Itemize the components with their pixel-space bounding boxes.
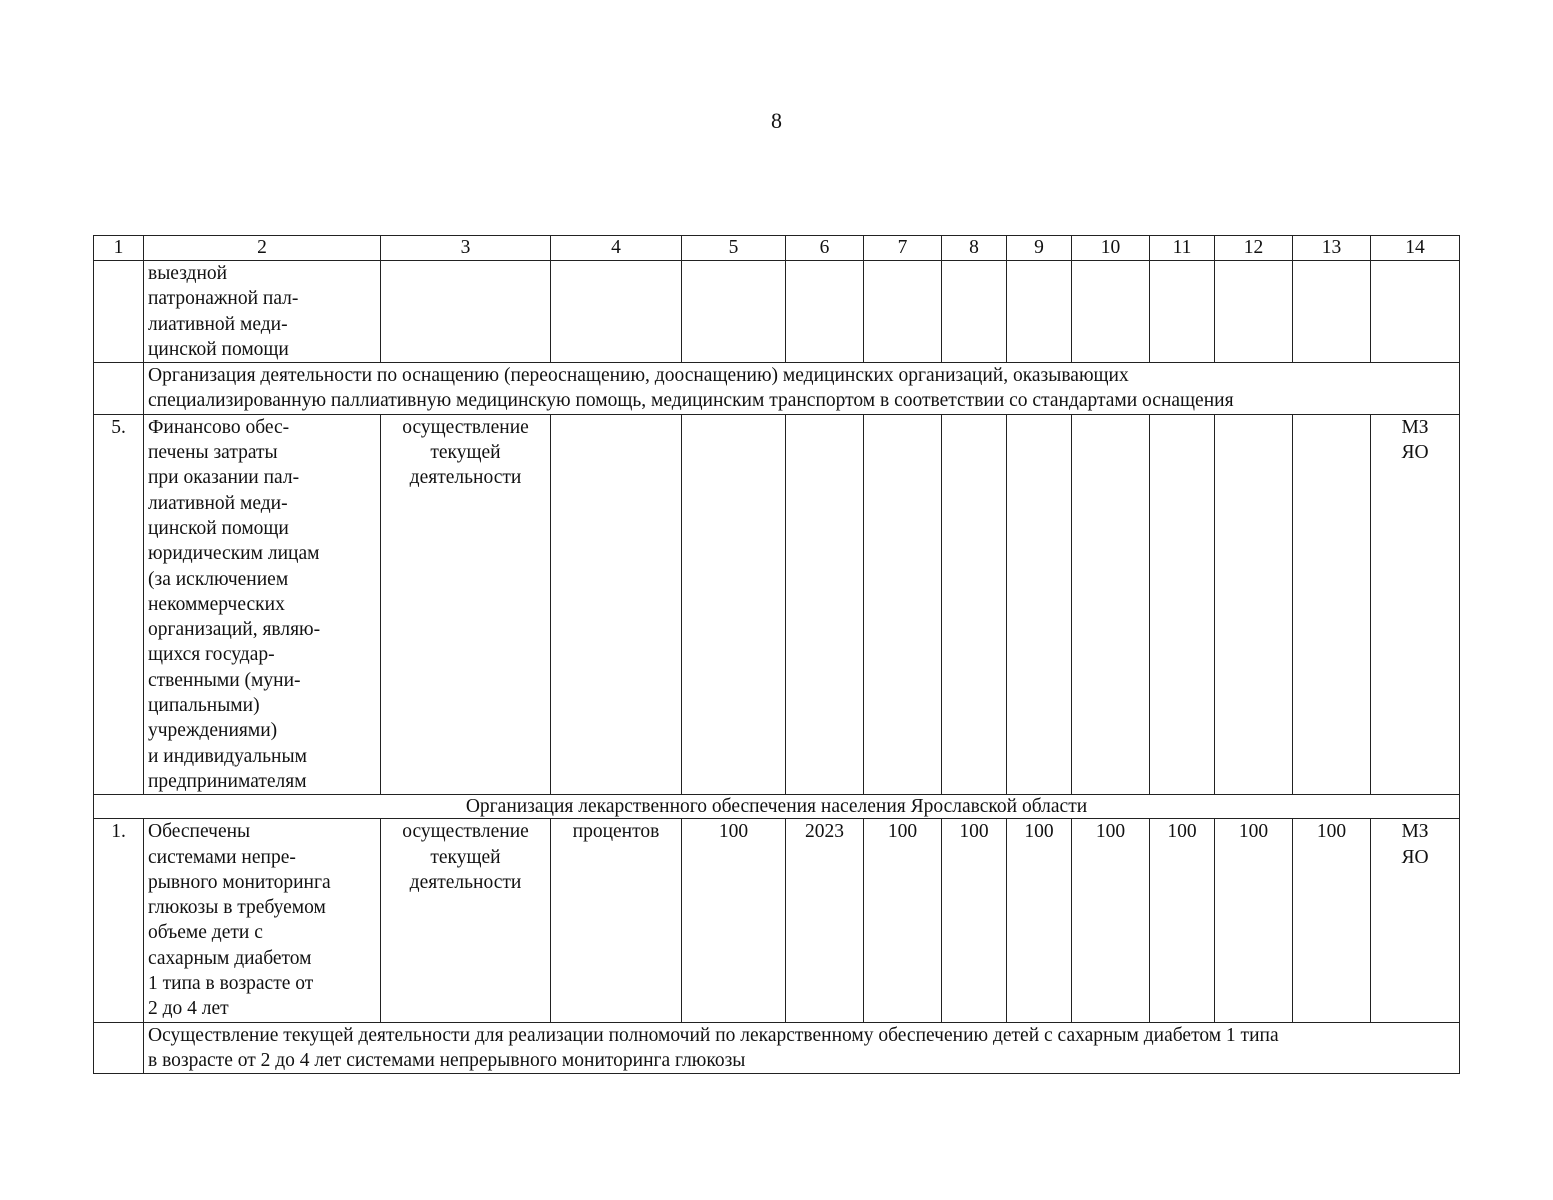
text-line: текущей xyxy=(430,442,501,464)
text-line: печены затраты xyxy=(148,442,278,464)
page-number: 8 xyxy=(771,108,782,133)
column-number: 1 xyxy=(94,236,144,261)
section-row xyxy=(94,795,1460,819)
text-line: и индивидуальным xyxy=(148,745,307,767)
table-cell xyxy=(94,1022,144,1074)
continued-indicator-row xyxy=(94,261,1460,363)
text-line: некоммерческих xyxy=(148,593,285,615)
target-value-cell: 100 xyxy=(1215,819,1293,1022)
table-cell xyxy=(942,261,1007,363)
column-number: 8 xyxy=(942,236,1007,261)
text-line: учреждениями) xyxy=(148,720,278,742)
text-line: Финансово обес- xyxy=(148,416,290,438)
table-cell xyxy=(94,363,144,415)
target-value-cell: 100 xyxy=(942,819,1007,1022)
indicators-table xyxy=(93,235,1460,1074)
text-line: деятельности xyxy=(409,467,522,489)
indicator-row xyxy=(94,819,1460,1022)
column-number: 12 xyxy=(1215,236,1293,261)
table-cell xyxy=(1293,414,1371,794)
text-line: ЯО xyxy=(1401,846,1429,868)
text-line: объеме дети с xyxy=(148,922,263,944)
indicator-row xyxy=(94,414,1460,794)
activity-row xyxy=(94,363,1460,415)
text-line: при оказании пал- xyxy=(148,467,300,489)
activity-type-cell xyxy=(381,414,551,794)
column-number: 9 xyxy=(1007,236,1072,261)
target-value-cell: 100 xyxy=(1150,819,1215,1022)
responsible-cell xyxy=(1371,414,1460,794)
indicator-name-cell xyxy=(144,261,381,363)
activity-type-cell xyxy=(381,819,551,1022)
table-cell xyxy=(1072,261,1150,363)
text-line: предпринимателям xyxy=(148,770,307,792)
text-line: ственными (муни- xyxy=(148,669,301,691)
target-value-cell: 100 xyxy=(1072,819,1150,1022)
text-line: системами непре- xyxy=(148,846,296,868)
column-number: 3 xyxy=(381,236,551,261)
responsible-cell xyxy=(1371,819,1460,1022)
text-line: сахарным диабетом xyxy=(148,947,312,969)
text-line: Осуществление текущей деятельности для реализации полномочий по лекарственному обеспечению детей с сахарным диабетом 1 типа xyxy=(148,1024,1279,1046)
table-cell xyxy=(1007,261,1072,363)
column-number: 13 xyxy=(1293,236,1371,261)
table-cell xyxy=(786,261,864,363)
text-line: щихся государ- xyxy=(148,644,275,666)
text-line: МЗ xyxy=(1401,821,1429,843)
column-number-row xyxy=(94,236,1460,261)
text-line: Обеспечены xyxy=(148,821,251,843)
base-value-cell: 100 xyxy=(682,819,786,1022)
column-number: 10 xyxy=(1072,236,1150,261)
text-line: глюкозы в требуемом xyxy=(148,897,326,919)
text-line: осуществление xyxy=(402,821,529,843)
text-line: 2 до 4 лет xyxy=(148,998,229,1020)
column-number: 5 xyxy=(682,236,786,261)
table-cell xyxy=(1072,414,1150,794)
text-line: организаций, являю- xyxy=(148,619,321,641)
target-value-cell: 100 xyxy=(1293,819,1371,1022)
indicator-name-cell xyxy=(144,819,381,1022)
text-line: 1 типа в возрасте от xyxy=(148,973,314,995)
text-line: ЯО xyxy=(1401,442,1429,464)
column-number: 11 xyxy=(1150,236,1215,261)
column-number: 6 xyxy=(786,236,864,261)
text-line: специализированную паллиативную медицинскую помощь, медицинским транспортом в соответствии со стандартами оснащения xyxy=(148,390,1234,412)
target-value-cell: 100 xyxy=(1007,819,1072,1022)
table-cell xyxy=(864,414,942,794)
table-cell xyxy=(682,414,786,794)
table-cell xyxy=(1293,261,1371,363)
text-line: патронажной пал- xyxy=(148,288,299,310)
text-line: выездной xyxy=(148,263,228,284)
activity-description xyxy=(144,363,1460,415)
text-line: цинской помощи xyxy=(148,517,289,539)
text-line: деятельности xyxy=(409,871,522,893)
text-line: осуществление xyxy=(402,416,529,438)
text-line: в возрасте от 2 до 4 лет системами непрерывного мониторинга глюкозы xyxy=(148,1049,746,1071)
text-line: лиативной меди- xyxy=(148,313,288,335)
text-line: ципальными) xyxy=(148,695,260,717)
table-cell xyxy=(786,414,864,794)
text-line: текущей xyxy=(430,846,501,868)
table-cell xyxy=(682,261,786,363)
column-number: 7 xyxy=(864,236,942,261)
table-cell xyxy=(1215,414,1293,794)
table-cell xyxy=(1215,261,1293,363)
table-cell xyxy=(94,261,144,363)
text-line: (за исключением xyxy=(148,568,289,590)
table-cell xyxy=(1371,261,1460,363)
indicator-name-cell xyxy=(144,414,381,794)
table-cell xyxy=(551,414,682,794)
text-line: цинской помощи xyxy=(148,338,289,360)
column-number: 2 xyxy=(144,236,381,261)
text-line: юридическим лицам xyxy=(148,543,320,565)
table-cell xyxy=(381,261,551,363)
activity-description xyxy=(144,1022,1460,1074)
table-cell xyxy=(1150,414,1215,794)
row-number: 1. xyxy=(94,819,144,1022)
table-cell xyxy=(1150,261,1215,363)
base-year-cell: 2023 xyxy=(786,819,864,1022)
table-cell xyxy=(942,414,1007,794)
row-number: 5. xyxy=(94,414,144,794)
text-line: рывного мониторинга xyxy=(148,871,331,893)
text-line: МЗ xyxy=(1401,416,1429,438)
activity-row xyxy=(94,1022,1460,1074)
target-value-cell: 100 xyxy=(864,819,942,1022)
text-line: Организация деятельности по оснащению (переоснащению, дооснащению) медицинских организаций, оказывающих xyxy=(148,365,1129,387)
column-number: 4 xyxy=(551,236,682,261)
table-cell xyxy=(1007,414,1072,794)
table-cell xyxy=(864,261,942,363)
text-line: лиативной меди- xyxy=(148,492,288,514)
section-title: Организация лекарственного обеспечения населения Ярославской области xyxy=(94,795,1460,819)
table-cell xyxy=(551,261,682,363)
column-number: 14 xyxy=(1371,236,1460,261)
unit-cell: процентов xyxy=(551,819,682,1022)
